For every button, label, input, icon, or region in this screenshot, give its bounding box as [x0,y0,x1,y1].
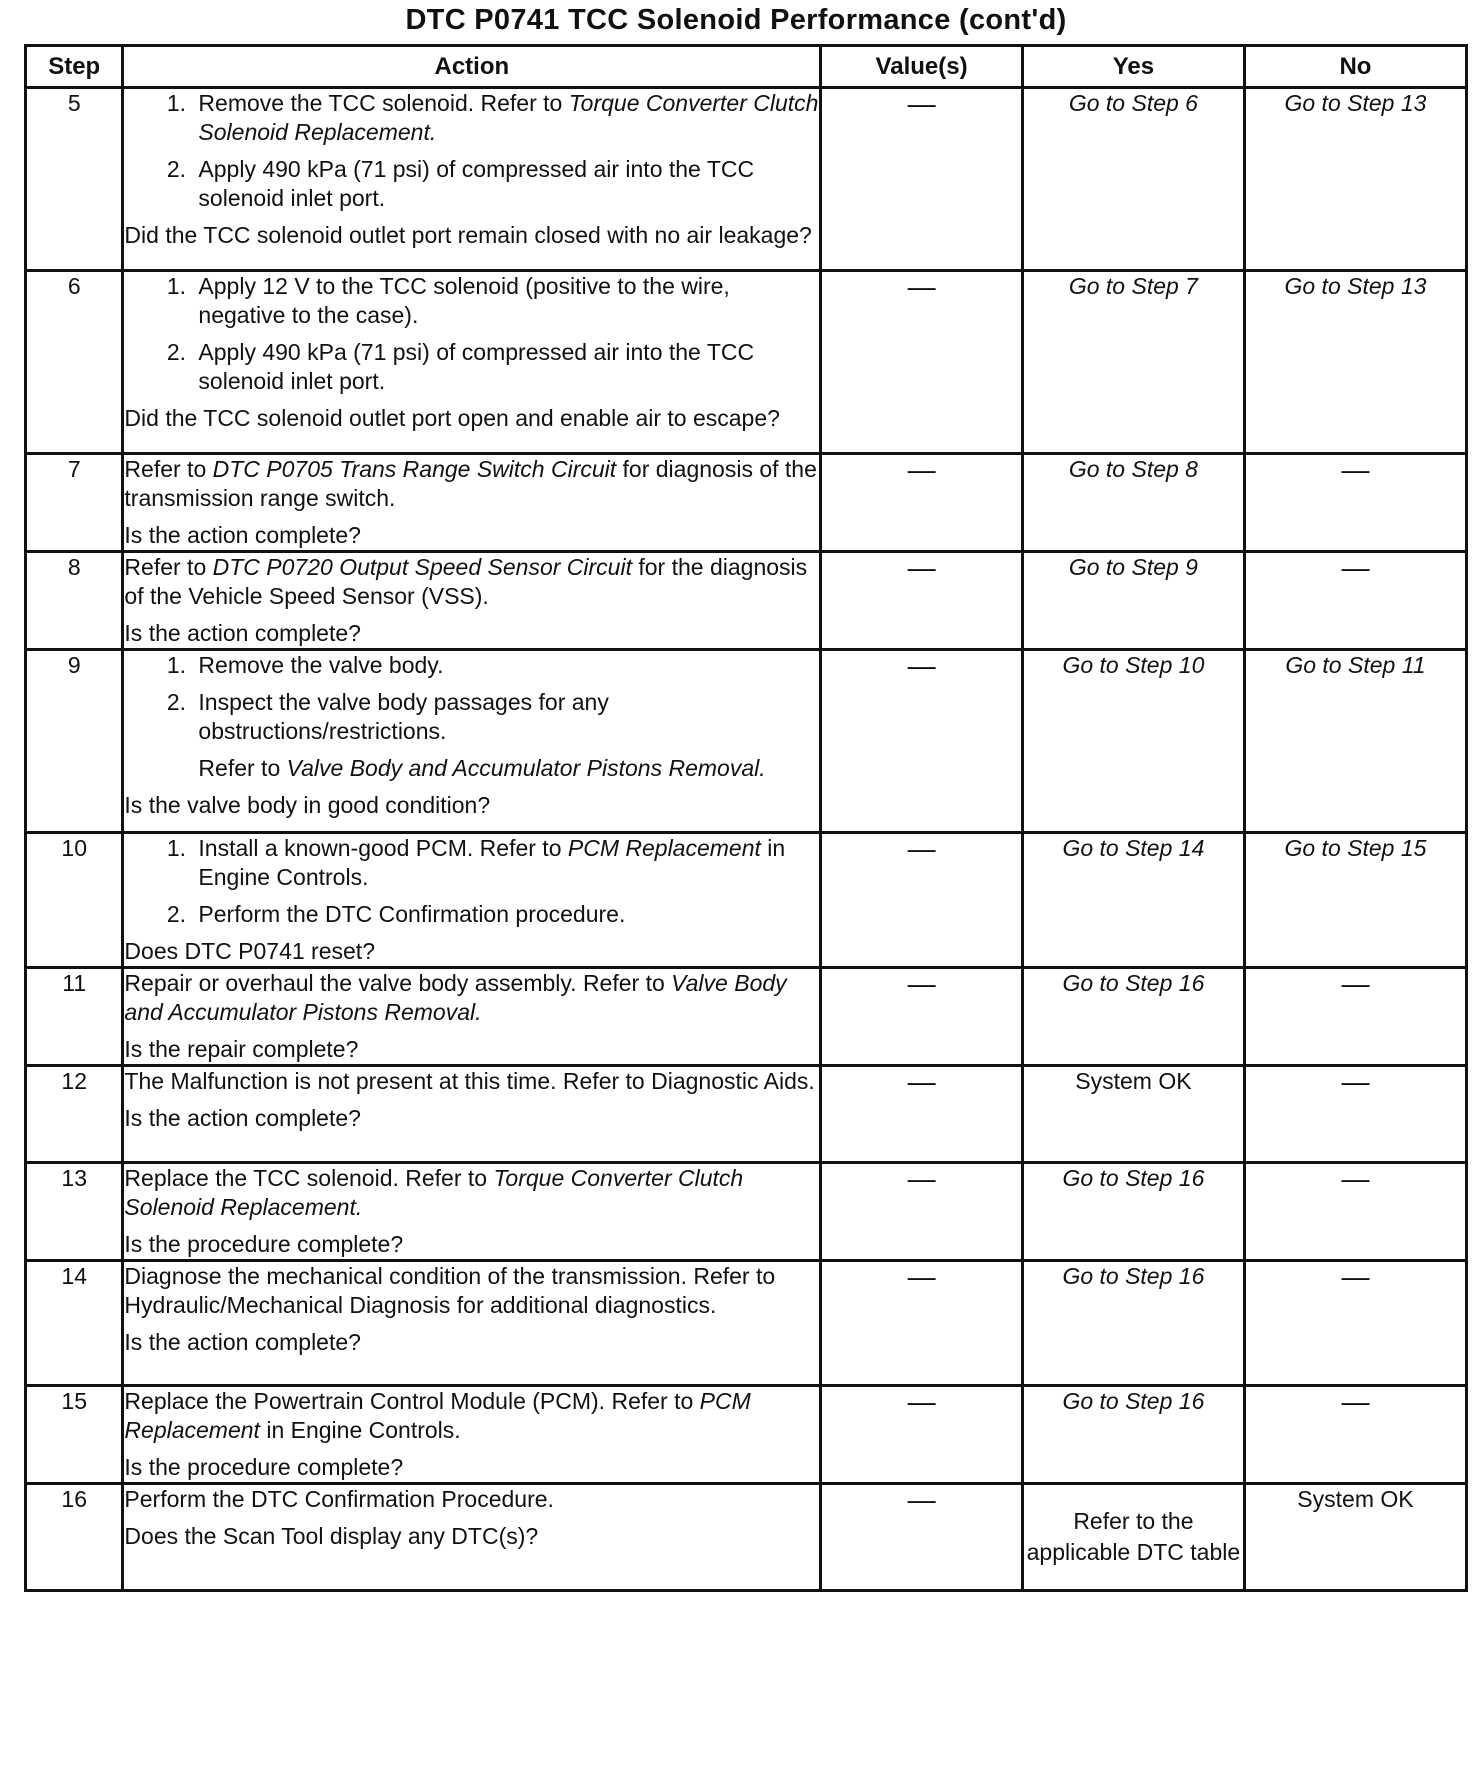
no-cell: System OK [1244,1484,1466,1591]
action-cell [123,1066,821,1163]
action-list [124,834,819,929]
value-cell: — [821,454,1023,552]
action-question: Is the action complete? [124,1329,361,1355]
action-item: 2. Perform the DTC Confirmation procedure. [192,900,819,929]
table-row [26,1261,1467,1386]
step-number: 5 [26,88,123,271]
table-header-row [26,46,1467,88]
action-cell [123,650,821,833]
page-title: DTC P0741 TCC Solenoid Performance (cont'd) [405,4,1067,36]
yes-cell: Go to Step 7 [1022,271,1244,454]
table-row [26,1066,1467,1163]
step-number: 13 [26,1163,123,1261]
action-list [124,272,819,396]
header-action: Action [123,46,821,88]
value-cell: — [821,1484,1023,1591]
no-cell: Go to Step 13 [1244,271,1466,454]
step-number: 16 [26,1484,123,1591]
action-cell [123,88,821,271]
yes-cell: Go to Step 6 [1022,88,1244,271]
value-cell: — [821,1163,1023,1261]
no-cell: — [1244,1261,1466,1386]
action-text: The Malfunction is not present at this time. Refer to Diagnostic Aids. [124,1068,815,1094]
action-item: 1. Apply 12 V to the TCC solenoid (positive to the wire, negative to the case). [192,272,819,330]
action-text: Refer to DTC P0705 Trans Range Switch Circuit for diagnosis of the transmission range switch. [124,456,817,511]
action-cell [123,454,821,552]
no-cell: Go to Step 11 [1244,650,1466,833]
value-cell: — [821,552,1023,650]
no-cell: — [1244,1066,1466,1163]
table-row [26,1484,1467,1591]
action-item: 1. Install a known-good PCM. Refer to PCM Replacement in Engine Controls. [192,834,819,892]
action-question: Is the repair complete? [124,1036,359,1062]
table-row [26,271,1467,454]
value-cell: — [821,1261,1023,1386]
action-cell [123,1261,821,1386]
value-cell: — [821,271,1023,454]
action-question: Does DTC P0741 reset? [124,938,375,964]
action-cell [123,1386,821,1484]
action-cell [123,552,821,650]
action-item: 2. Apply 490 kPa (71 psi) of compressed air into the TCC solenoid inlet port. [192,155,819,213]
yes-cell: Go to Step 16 [1022,1261,1244,1386]
action-text: Replace the TCC solenoid. Refer to Torque Converter Clutch Solenoid Replacement. [124,1165,744,1220]
table-row [26,650,1467,833]
diagnostic-table [24,44,1468,1592]
no-cell: — [1244,968,1466,1066]
header-value: Value(s) [821,46,1023,88]
table-row [26,552,1467,650]
action-cell [123,1484,821,1591]
table-row [26,833,1467,968]
table-row [26,88,1467,271]
yes-cell: Go to Step 8 [1022,454,1244,552]
action-question: Is the action complete? [124,1105,361,1131]
value-cell: — [821,968,1023,1066]
value-cell: — [821,833,1023,968]
table-row [26,968,1467,1066]
no-cell: — [1244,552,1466,650]
no-cell: Go to Step 15 [1244,833,1466,968]
action-item: 2. Apply 490 kPa (71 psi) of compressed air into the TCC solenoid inlet port. [192,338,819,396]
action-question: Is the procedure complete? [124,1454,404,1480]
yes-cell: Go to Step 10 [1022,650,1244,833]
action-question: Is the action complete? [124,620,361,646]
yes-cell: Go to Step 16 [1022,1386,1244,1484]
yes-cell: Refer to the applicable DTC table [1022,1484,1244,1591]
table-row [26,1386,1467,1484]
step-number: 11 [26,968,123,1066]
value-cell: — [821,1386,1023,1484]
no-cell: — [1244,1386,1466,1484]
no-cell: Go to Step 13 [1244,88,1466,271]
action-list [124,89,819,213]
action-cell [123,1163,821,1261]
action-text: Refer to DTC P0720 Output Speed Sensor Circuit for the diagnosis of the Vehicle Speed Sensor (VSS). [124,554,808,609]
value-cell: — [821,1066,1023,1163]
action-item: 1. Remove the valve body. [192,651,819,680]
action-cell [123,968,821,1066]
action-text: Diagnose the mechanical condition of the transmission. Refer to Hydraulic/Mechanical Diagnosis for additional diagnostics. [124,1263,776,1318]
step-number: 14 [26,1261,123,1386]
yes-cell: Go to Step 14 [1022,833,1244,968]
value-cell: — [821,650,1023,833]
no-cell: — [1244,1163,1466,1261]
step-number: 6 [26,271,123,454]
action-item: 1. Remove the TCC solenoid. Refer to Torque Converter Clutch Solenoid Replacement. [192,89,819,147]
action-list [124,651,819,783]
action-question: Is the action complete? [124,522,361,548]
table-row [26,454,1467,552]
action-text: Replace the Powertrain Control Module (PCM). Refer to PCM Replacement in Engine Controls. [124,1388,751,1443]
header-no: No [1244,46,1466,88]
step-number: 8 [26,552,123,650]
value-cell: — [821,88,1023,271]
step-number: 12 [26,1066,123,1163]
action-question: Is the valve body in good condition? [124,792,491,818]
action-text: Repair or overhaul the valve body assembly. Refer to Valve Body and Accumulator Pistons Removal. [124,970,787,1025]
action-cell [123,271,821,454]
yes-cell: Go to Step 9 [1022,552,1244,650]
table-row [26,1163,1467,1261]
yes-cell: Go to Step 16 [1022,1163,1244,1261]
yes-cell: Go to Step 16 [1022,968,1244,1066]
action-text: Perform the DTC Confirmation Procedure. [124,1486,554,1512]
step-number: 7 [26,454,123,552]
step-number: 15 [26,1386,123,1484]
no-cell: — [1244,454,1466,552]
action-item: 2. Inspect the valve body passages for any obstructions/restrictions. Refer to Valve Body and Accumulator Pistons Removal. [192,688,819,783]
action-question: Did the TCC solenoid outlet port remain closed with no air leakage? [124,222,812,248]
yes-cell: System OK [1022,1066,1244,1163]
action-question: Did the TCC solenoid outlet port open and enable air to escape? [124,405,780,431]
header-step: Step [26,46,123,88]
action-cell [123,833,821,968]
step-number: 10 [26,833,123,968]
action-question: Is the procedure complete? [124,1231,404,1257]
action-question: Does the Scan Tool display any DTC(s)? [124,1523,539,1549]
header-yes: Yes [1022,46,1244,88]
step-number: 9 [26,650,123,833]
